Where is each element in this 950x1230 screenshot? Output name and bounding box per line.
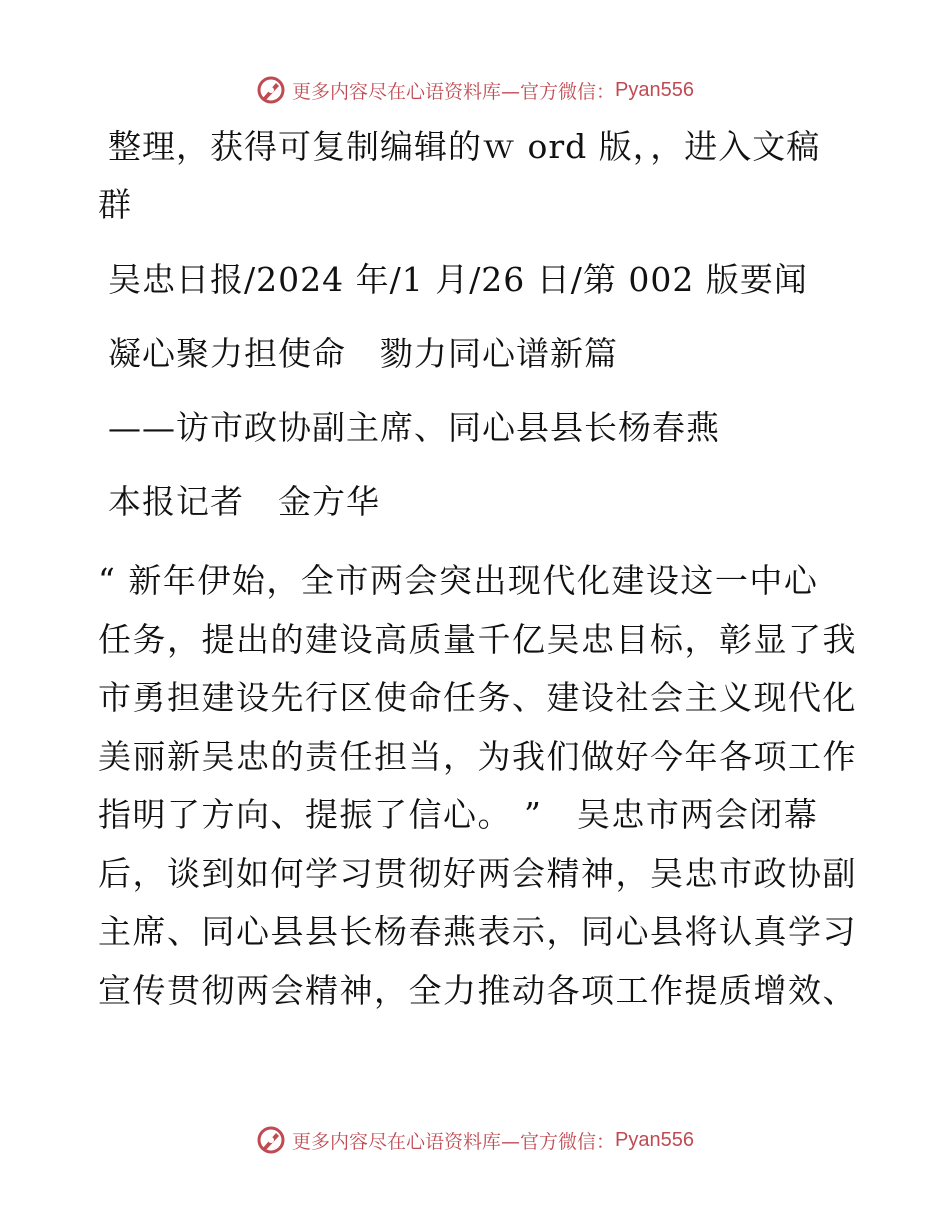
- intro-line-1: 整理，获得可复制编辑的ｗ ord 版，，进入文稿: [108, 127, 821, 166]
- watermark-wechat-id: Pyan556: [615, 1128, 694, 1151]
- pen-logo-icon: [256, 75, 286, 105]
- body-line: 美丽新吴忠的责任担当，为我们做好今年各项工作: [98, 736, 857, 776]
- body-line: 宣传贯彻两会精神，全力推动各项工作提质增效、: [98, 970, 857, 1010]
- byline: 本报记者 金方华: [108, 482, 380, 521]
- body-line: 主席、同心县县长杨春燕表示，同心县将认真学习: [98, 912, 857, 951]
- body-line: 后，谈到如何学习贯彻好两会精神，吴忠市政协副: [98, 853, 857, 893]
- intro-line-2: 群: [98, 185, 132, 224]
- article-body: [98, 552, 858, 1020]
- watermark-wechat-id: Pyan556: [615, 78, 694, 101]
- body-line: “ 新年伊始，全市两会突出现代化建设这一中心: [98, 561, 819, 600]
- article-title: 凝心聚力担使命 勠力同心谱新篇: [108, 334, 618, 373]
- watermark-text: 更多内容尽在心语资料库—官方微信：: [292, 1130, 616, 1153]
- article-subtitle: ——访市政协副主席、同心县县长杨春燕: [108, 408, 720, 447]
- body-line: 任务，提出的建设高质量千亿吴忠目标，彰显了我: [98, 619, 857, 659]
- footer-watermark: [0, 1120, 950, 1160]
- watermark-text: 更多内容尽在心语资料库—官方微信：: [292, 80, 616, 103]
- body-line: 指明了方向、提振了信心。 ” 吴忠市两会闭幕: [98, 795, 819, 834]
- source-line: 吴忠日报/2024 年/1 月/26 日/第 002 版要闻: [108, 260, 808, 299]
- body-line: 市勇担建设先行区使命任务、建设社会主义现代化: [98, 678, 857, 717]
- pen-logo-icon: [256, 1125, 286, 1155]
- header-watermark: [0, 70, 950, 110]
